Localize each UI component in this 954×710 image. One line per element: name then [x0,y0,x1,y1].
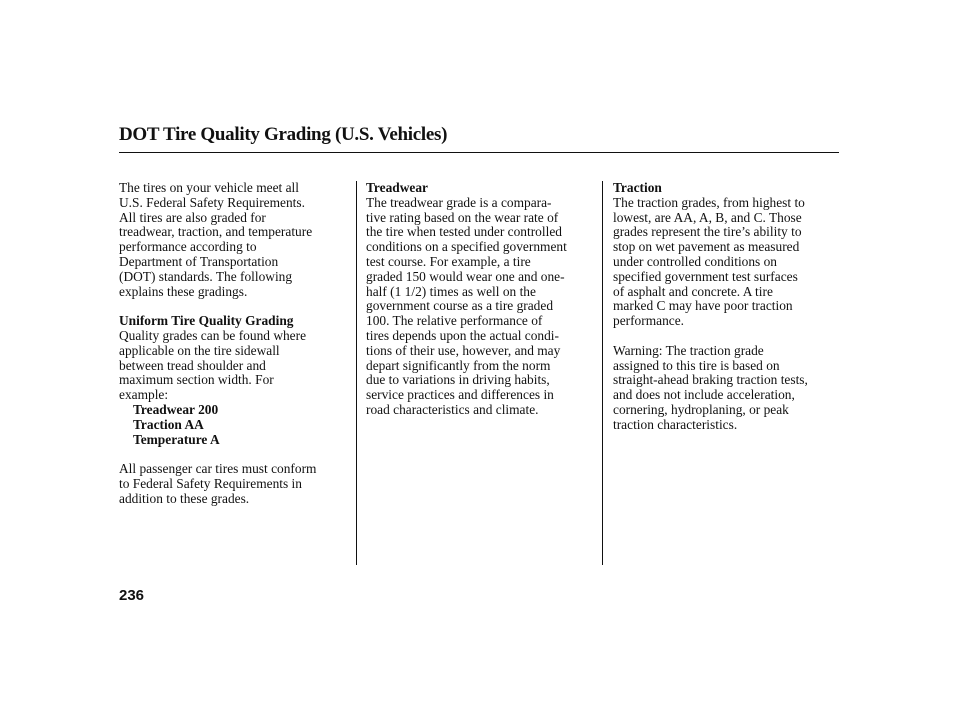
example-temperature: Temperature A [133,431,220,447]
right-column [613,181,841,433]
warning-paragraph: Warning: The traction grade assigned to this tire is based on straight-ahead braking traction tests, and does not include acceleration, cornering, hydroplaning, or peak traction characteristics. [613,342,808,432]
example-treadwear: Treadwear 200 [133,401,219,417]
paragraph-gap [119,299,347,314]
uniform-grading-heading: Uniform Tire Quality Grading [119,313,294,329]
page-number: 236 [119,587,145,604]
example-traction: Traction AA [133,416,204,432]
title-rule [119,152,839,153]
paragraph-gap [613,329,841,344]
treadwear-heading: Treadwear [366,180,428,195]
middle-column [366,181,596,418]
column-divider [602,181,603,565]
traction-heading: Traction [613,180,662,195]
traction-paragraph: The traction grades, from highest to lowest, are AA, A, B, and C. Those grades represent the tire’s ability to stop on wet pavement as measured under controlled conditions on specified government test surfaces of asphalt and concrete. A tire marked C may have poor traction performance. [613,194,805,329]
uniform-grading-paragraph: Quality grades can be found where applicable on the tire sidewall between tread shoulder and maximum section width. For example: [119,327,307,403]
left-column [119,181,347,507]
column-divider [356,181,357,565]
treadwear-paragraph: The treadwear grade is a compara- tive rating based on the wear rate of the tire when tested under controlled conditions on a specified government test course. For example, a tire graded 150 would wear one and one- half (1 1/2) times as well on the government course as a tire graded 100. The relative performance of tires depends upon the actual condi- tions of their use, however, and may depart significantly from the norm due to variations in driving habits, service practices and differences in road characteristics and climate. [366,194,567,417]
page-title: DOT Tire Quality Grading (U.S. Vehicles) [119,124,448,145]
paragraph-gap [119,447,347,462]
intro-paragraph: The tires on your vehicle meet all U.S. Federal Safety Requirements. All tires are also graded for treadwear, traction, and temperature performance according to Department of Transportation (DOT) standards. The following explains these gradings. [119,180,313,299]
closing-paragraph: All passenger car tires must conform to Federal Safety Requirements in addition to these grades. [119,461,317,506]
